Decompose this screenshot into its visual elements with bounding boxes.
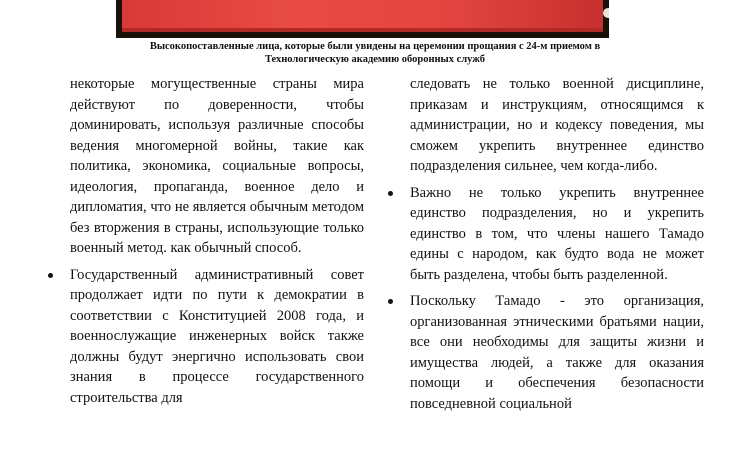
paragraph-text: Важно не только укрепить внутреннее единство подразделения, но и укрепить единство в том, что члены нашего Тамадо едины с народом, как будто вода не может быть разделена, чтобы быть разделенной. <box>410 184 704 283</box>
bullet-paragraph <box>386 291 704 414</box>
shoe <box>603 8 609 18</box>
right-column <box>386 74 704 414</box>
paragraph: некоторые могущественные страны мира действуют по доверенности, чтобы доминировать, используя различные способы ведения многомерной войны, такие как политика, экономика, социальные вопросы, идеология, пропаганда, военное дело и дипломатия, что не является обычным методом без вторжения в страны, использующие только военный метод. как обычный способ. <box>70 76 364 256</box>
carpet-edge <box>122 28 603 32</box>
bullet-icon <box>388 191 393 196</box>
bullet-icon <box>48 273 53 278</box>
paragraph: следовать не только военной дисциплине, приказам и инструкциям, относящимся к администрации, но и кодексу поведения, мы сможем укрепить внутреннее единство подразделения сильнее, чем когда-либо. <box>410 76 704 174</box>
red-carpet <box>122 0 603 30</box>
bullet-paragraph <box>46 265 364 409</box>
caption-line-2: Технологическую академию оборонных служб <box>264 54 486 65</box>
bullet-icon <box>388 299 393 304</box>
paragraph-text: Государственный административный совет продолжает идти по пути к демократии в соответствии с Конституцией 2008 года, и военнослужащие инженерных войск также должны будут энергично использовать свои знания в процессе государственного строительства для <box>70 266 364 406</box>
ceremony-photo <box>116 0 609 38</box>
caption-line-1: Высокопоставленные лица, которые были увидены на церемонии прощания с 24-м приемом в <box>149 41 601 52</box>
paragraph-text: Поскольку Тамадо - это организация, организованная этническими братьями нации, все они необходимы для защиты жизни и имущества людей, а также для оказания помощи и обеспечения безопасности повседневной социальной <box>410 293 704 412</box>
photo-caption <box>90 40 660 66</box>
left-column <box>46 74 364 408</box>
bullet-paragraph <box>386 183 704 286</box>
